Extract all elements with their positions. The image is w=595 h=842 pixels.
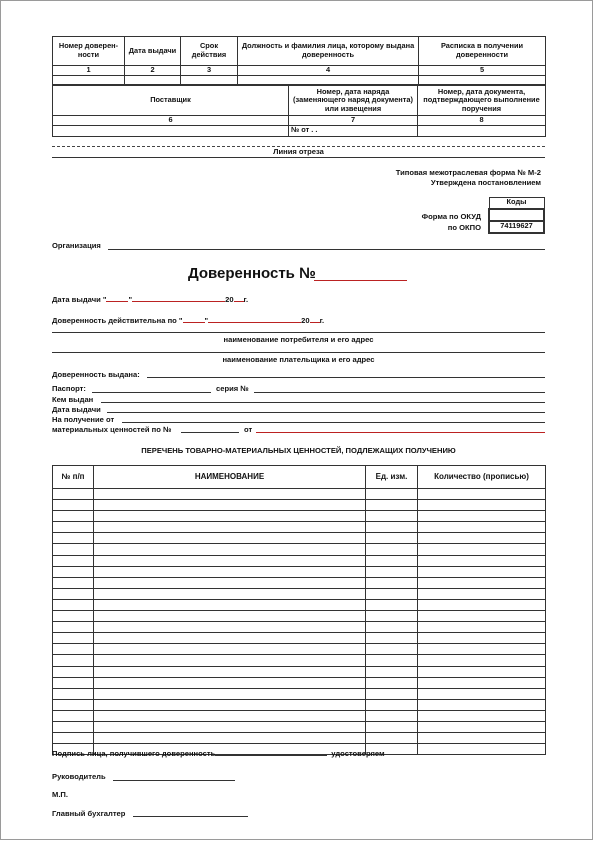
- stub-cell[interactable]: [418, 125, 546, 136]
- table-row: [53, 599, 546, 610]
- row-number-cell[interactable]: [53, 622, 94, 633]
- stub-cell[interactable]: [53, 76, 125, 85]
- passport-field[interactable]: [92, 392, 211, 393]
- issued-to-field[interactable]: [147, 377, 545, 378]
- codes-table: [488, 197, 545, 234]
- cut-line-bottom: [52, 157, 545, 158]
- row-quantity-cell[interactable]: [418, 500, 546, 511]
- row-quantity-cell[interactable]: [418, 611, 546, 622]
- list-title: ПЕРЕЧЕНЬ ТОВАРНО-МАТЕРИАЛЬНЫХ ЦЕННОСТЕЙ, ПОДЛЕЖАЩИХ ПОЛУЧЕНИЮ: [141, 446, 456, 455]
- row-name-cell[interactable]: [94, 555, 366, 566]
- values-number-field[interactable]: [181, 432, 239, 433]
- row-unit-cell[interactable]: [366, 644, 418, 655]
- row-unit-cell[interactable]: [366, 577, 418, 588]
- table-row: [53, 588, 546, 599]
- passport-label: Паспорт:: [52, 384, 86, 393]
- issued-by-field[interactable]: [101, 402, 545, 403]
- okpo-label: по ОКПО: [447, 223, 481, 232]
- issue-date-quote: ": [128, 295, 133, 304]
- date-issued-label: Дата выдачи: [52, 405, 101, 414]
- row-name-cell[interactable]: [94, 655, 366, 666]
- table-row: [53, 522, 546, 533]
- row-quantity-cell[interactable]: [418, 588, 546, 599]
- certify-label: удостоверяем: [331, 749, 385, 758]
- stub-table: [52, 36, 546, 85]
- valid-date-quote: ": [204, 316, 209, 325]
- row-unit-cell[interactable]: [366, 666, 418, 677]
- row-quantity-cell[interactable]: [418, 721, 546, 732]
- series-label: серия №: [216, 384, 249, 393]
- row-number-cell[interactable]: [53, 555, 94, 566]
- stub-cell[interactable]: [419, 76, 546, 85]
- col-header-quantity: Количество (прописью): [418, 466, 546, 489]
- stub-col-num: 5: [419, 66, 546, 76]
- valid-year-suffix: г.: [319, 316, 325, 325]
- row-name-cell[interactable]: [94, 644, 366, 655]
- row-quantity-cell[interactable]: [418, 577, 546, 588]
- row-quantity-cell[interactable]: [418, 489, 546, 500]
- row-number-cell[interactable]: [53, 533, 94, 544]
- row-unit-cell[interactable]: [366, 721, 418, 732]
- valid-month-field[interactable]: [208, 314, 301, 323]
- stub-col-num: 3: [181, 66, 238, 76]
- head-label: Руководитель: [52, 772, 106, 781]
- row-unit-cell[interactable]: [366, 500, 418, 511]
- row-name-cell[interactable]: [94, 633, 366, 644]
- payer-caption: наименование плательщика и его адрес: [222, 355, 375, 364]
- row-name-cell[interactable]: [94, 500, 366, 511]
- row-name-cell[interactable]: [94, 699, 366, 710]
- table-row: [53, 622, 546, 633]
- row-unit-cell[interactable]: [366, 633, 418, 644]
- stub-cell[interactable]: [238, 76, 419, 85]
- values-date-field[interactable]: [256, 432, 545, 433]
- valid-until-label: Доверенность действительна по ": [52, 316, 183, 325]
- stub-header-supplier: Поставщик: [53, 86, 289, 116]
- table-row: [53, 688, 546, 699]
- row-quantity-cell[interactable]: [418, 511, 546, 522]
- row-number-cell[interactable]: [53, 633, 94, 644]
- row-quantity-cell[interactable]: [418, 677, 546, 688]
- signature-row: [52, 747, 385, 758]
- row-unit-cell[interactable]: [366, 599, 418, 610]
- table-row: [53, 699, 546, 710]
- document-number-field[interactable]: [314, 280, 407, 281]
- row-quantity-cell[interactable]: [418, 744, 546, 755]
- stub-col-num: 7: [289, 116, 418, 126]
- stub-cell[interactable]: [181, 76, 238, 85]
- row-number-cell[interactable]: [53, 655, 94, 666]
- series-field[interactable]: [254, 392, 545, 393]
- row-name-cell[interactable]: [94, 533, 366, 544]
- row-quantity-cell[interactable]: [418, 566, 546, 577]
- table-row: [53, 611, 546, 622]
- row-number-cell[interactable]: [53, 577, 94, 588]
- consumer-caption: наименование потребителя и его адрес: [223, 335, 374, 344]
- row-quantity-cell[interactable]: [418, 688, 546, 699]
- row-name-cell[interactable]: [94, 688, 366, 699]
- row-name-cell[interactable]: [94, 588, 366, 599]
- document-title: Доверенность №: [188, 265, 316, 282]
- stub-header-term: Срок действия: [181, 37, 238, 66]
- row-number-cell[interactable]: [53, 688, 94, 699]
- col-header-name: НАИМЕНОВАНИЕ: [94, 466, 366, 489]
- row-unit-cell[interactable]: [366, 489, 418, 500]
- table-row: [53, 555, 546, 566]
- table-row: [53, 500, 546, 511]
- row-unit-cell[interactable]: [366, 688, 418, 699]
- row-unit-cell[interactable]: [366, 710, 418, 721]
- row-quantity-cell[interactable]: [418, 655, 546, 666]
- row-number-cell[interactable]: [53, 489, 94, 500]
- stub-header-date: Дата выдачи: [125, 37, 181, 66]
- row-name-cell[interactable]: [94, 733, 366, 744]
- table-row: [53, 566, 546, 577]
- date-issued-field[interactable]: [107, 412, 545, 413]
- cut-line-label: Линия отреза: [273, 147, 324, 156]
- row-unit-cell[interactable]: [366, 733, 418, 744]
- okud-label: Форма по ОКУД: [421, 212, 481, 221]
- row-name-cell[interactable]: [94, 511, 366, 522]
- row-number-cell[interactable]: [53, 544, 94, 555]
- row-quantity-cell[interactable]: [418, 522, 546, 533]
- stub-no-from[interactable]: № от . .: [289, 125, 418, 136]
- table-row: [53, 666, 546, 677]
- issue-year-prefix: 20: [225, 295, 234, 304]
- table-row: [53, 544, 546, 555]
- row-name-cell[interactable]: [94, 622, 366, 633]
- stub-col-num: 6: [53, 116, 289, 126]
- values-label: материальных ценностей по №: [52, 425, 172, 434]
- stub-header-confirm: Номер, дата документа, подтверждающего выполнение поручения: [418, 86, 546, 116]
- form-type: Типовая межотраслевая форма № М-2: [395, 168, 541, 177]
- row-quantity-cell[interactable]: [418, 644, 546, 655]
- row-quantity-cell[interactable]: [418, 533, 546, 544]
- stub-header-receipt: Расписка в получении доверенности: [419, 37, 546, 66]
- row-name-cell[interactable]: [94, 710, 366, 721]
- row-name-cell[interactable]: [94, 522, 366, 533]
- row-unit-cell[interactable]: [366, 677, 418, 688]
- row-unit-cell[interactable]: [366, 622, 418, 633]
- issued-to-label: Доверенность выдана:: [52, 370, 140, 379]
- row-quantity-cell[interactable]: [418, 710, 546, 721]
- row-number-cell[interactable]: [53, 566, 94, 577]
- row-unit-cell[interactable]: [366, 566, 418, 577]
- row-number-cell[interactable]: [53, 599, 94, 610]
- signature-field[interactable]: [215, 747, 327, 756]
- table-row: [53, 721, 546, 732]
- items-table: [52, 465, 546, 755]
- accountant-signature-field[interactable]: [133, 816, 248, 817]
- row-number-cell[interactable]: [53, 666, 94, 677]
- row-number-cell[interactable]: [53, 511, 94, 522]
- issued-by-label: Кем выдан: [52, 395, 94, 404]
- row-unit-cell[interactable]: [366, 511, 418, 522]
- issue-day-field[interactable]: [106, 293, 128, 302]
- row-number-cell[interactable]: [53, 710, 94, 721]
- signature-label: Подпись лица, получившего доверенность: [52, 749, 216, 758]
- row-number-cell[interactable]: [53, 500, 94, 511]
- row-number-cell[interactable]: [53, 733, 94, 744]
- payer-field[interactable]: [52, 352, 545, 353]
- head-signature-field[interactable]: [113, 780, 235, 781]
- issue-year-field[interactable]: [234, 293, 244, 302]
- row-quantity-cell[interactable]: [418, 666, 546, 677]
- row-name-cell[interactable]: [94, 611, 366, 622]
- row-quantity-cell[interactable]: [418, 699, 546, 710]
- valid-year-prefix: 20: [301, 316, 310, 325]
- col-header-unit: Ед. изм.: [366, 466, 418, 489]
- receive-from-label: На получение от: [52, 415, 115, 424]
- row-number-cell[interactable]: [53, 721, 94, 732]
- row-name-cell[interactable]: [94, 677, 366, 688]
- okud-value[interactable]: [489, 209, 544, 221]
- stub-table-2: [52, 85, 546, 137]
- table-row: [53, 533, 546, 544]
- row-name-cell[interactable]: [94, 666, 366, 677]
- row-number-cell[interactable]: [53, 699, 94, 710]
- row-name-cell[interactable]: [94, 489, 366, 500]
- row-name-cell[interactable]: [94, 599, 366, 610]
- row-quantity-cell[interactable]: [418, 622, 546, 633]
- row-name-cell[interactable]: [94, 566, 366, 577]
- row-number-cell[interactable]: [53, 644, 94, 655]
- row-number-cell[interactable]: [53, 611, 94, 622]
- okpo-value[interactable]: 74119627: [489, 221, 544, 233]
- row-unit-cell[interactable]: [366, 533, 418, 544]
- row-unit-cell[interactable]: [366, 555, 418, 566]
- stub-cell[interactable]: [125, 76, 181, 85]
- table-row: [53, 577, 546, 588]
- row-name-cell[interactable]: [94, 721, 366, 732]
- form-approved: Утверждена постановлением: [430, 178, 541, 187]
- table-row: [53, 733, 546, 744]
- row-name-cell[interactable]: [94, 544, 366, 555]
- accountant-label: Главный бухгалтер: [52, 809, 126, 818]
- row-quantity-cell[interactable]: [418, 733, 546, 744]
- table-row: [53, 655, 546, 666]
- table-row: [53, 633, 546, 644]
- row-quantity-cell[interactable]: [418, 544, 546, 555]
- stamp-label: М.П.: [52, 790, 69, 799]
- row-unit-cell[interactable]: [366, 699, 418, 710]
- stub-header-person: Должность и фамилия лица, которому выдана доверенность: [238, 37, 419, 66]
- row-unit-cell[interactable]: [366, 544, 418, 555]
- table-row: [53, 644, 546, 655]
- table-row: [53, 511, 546, 522]
- valid-until-row: [52, 314, 324, 325]
- stub-col-num: 4: [238, 66, 419, 76]
- valid-year-field[interactable]: [310, 314, 320, 323]
- row-quantity-cell[interactable]: [418, 555, 546, 566]
- stub-header-number: Номер доверен-ности: [53, 37, 125, 66]
- row-quantity-cell[interactable]: [418, 633, 546, 644]
- table-row: [53, 489, 546, 500]
- table-row: [53, 677, 546, 688]
- valid-day-field[interactable]: [183, 314, 205, 323]
- stub-col-num: 1: [53, 66, 125, 76]
- stub-header-order: Номер, дата наряда (заменяющего наряд документа) или извещения: [289, 86, 418, 116]
- row-number-cell[interactable]: [53, 522, 94, 533]
- issue-date-row: [52, 293, 248, 304]
- codes-header: Коды: [489, 198, 544, 209]
- row-quantity-cell[interactable]: [418, 599, 546, 610]
- row-name-cell[interactable]: [94, 577, 366, 588]
- issue-date-label: Дата выдачи ": [52, 295, 107, 304]
- organization-field[interactable]: [108, 249, 545, 250]
- col-header-number: № п/п: [53, 466, 94, 489]
- issue-year-suffix: г.: [243, 295, 249, 304]
- stub-col-num: 2: [125, 66, 181, 76]
- values-from-label: от: [244, 425, 253, 434]
- receive-from-field[interactable]: [122, 422, 545, 423]
- table-row: [53, 710, 546, 721]
- row-unit-cell[interactable]: [366, 655, 418, 666]
- consumer-field[interactable]: [52, 332, 545, 333]
- row-unit-cell[interactable]: [366, 611, 418, 622]
- stub-cell[interactable]: [53, 125, 289, 136]
- organization-label: Организация: [52, 241, 101, 250]
- issue-month-field[interactable]: [132, 293, 225, 302]
- stub-col-num: 8: [418, 116, 546, 126]
- row-unit-cell[interactable]: [366, 588, 418, 599]
- row-number-cell[interactable]: [53, 588, 94, 599]
- row-number-cell[interactable]: [53, 677, 94, 688]
- row-unit-cell[interactable]: [366, 522, 418, 533]
